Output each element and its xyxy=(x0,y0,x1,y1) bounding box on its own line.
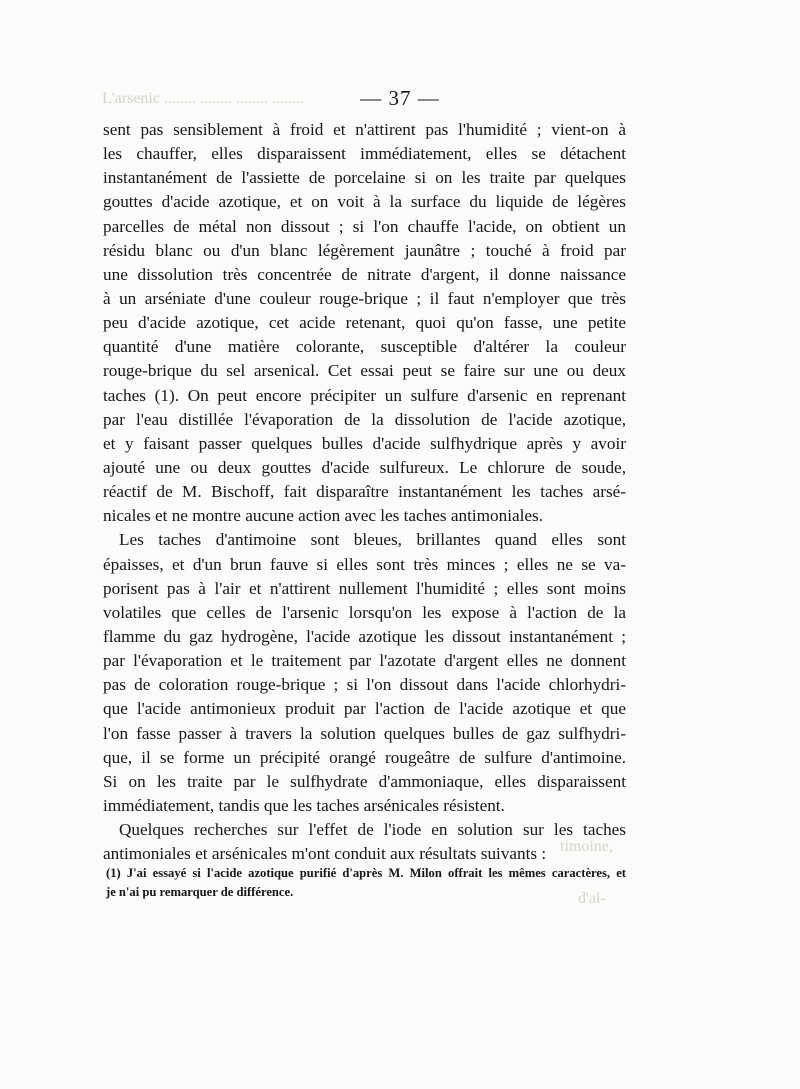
text-line: pas de coloration rouge-brique ; si l'on dissout dans l'acide chlorhydri- xyxy=(103,675,626,695)
bleed-through-mark: L'arsenic ........ ........ ........ ........ xyxy=(102,90,304,107)
text-line: antimoniales et arsénicales m'ont conduit aux résultats suivants : xyxy=(103,844,547,864)
text-line: à un arséniate d'une couleur rouge-brique ; il faut n'employer que très xyxy=(103,288,626,308)
text-line: taches (1). On peut encore précipiter un sulfure d'arsenic en reprenant xyxy=(103,385,626,405)
text-line: rouge-brique du sel arsenical. Cet essai peut se faire sur une ou deux xyxy=(103,361,626,381)
text-line: par l'évaporation et le traitement par l'azotate d'argent elles ne donnent xyxy=(103,651,626,671)
text-line: que, il se forme un précipité orangé rougeâtre de sulfure d'antimoine. xyxy=(103,747,626,767)
bleed-through-mark: d'ai- xyxy=(578,890,606,907)
text-line: et y faisant passer quelques bulles d'acide sulfhydrique après y avoir xyxy=(103,433,626,453)
text-line: résidu blanc ou d'un blanc légèrement jaunâtre ; touché à froid par xyxy=(103,240,626,260)
text-line: réactif de M. Bischoff, fait disparaître instantanément les taches arsé- xyxy=(103,482,626,502)
footnote-line: (1) J'ai essayé si l'acide azotique purifié d'après M. Milon offrait les mêmes caractères, et xyxy=(106,866,626,880)
text-line: par l'eau distillée l'évaporation de la dissolution de l'acide azotique, xyxy=(103,409,626,429)
footnote-line: je n'ai pu remarquer de différence. xyxy=(106,885,294,899)
footnote xyxy=(106,864,626,902)
text-line: les chauffer, elles disparaissent immédiatement, elles se détachent xyxy=(103,144,626,164)
text-line: flamme du gaz hydrogène, l'acide azotique les dissout instantanément ; xyxy=(103,626,626,646)
text-line: une dissolution très concentrée de nitrate d'argent, il donne naissance xyxy=(103,264,626,284)
body-text xyxy=(103,118,626,866)
text-line: porisent pas à l'air et n'attirent nullement l'humidité ; elles sont moins xyxy=(103,578,626,598)
text-line: gouttes d'acide azotique, et on voit à la surface du liquide de légères xyxy=(103,192,626,212)
text-line: l'on fasse passer à travers la solution quelques bulles de gaz sulfhydri- xyxy=(103,723,626,743)
paragraph-start-line: Quelques recherches sur l'effet de l'iode en solution sur les taches xyxy=(119,820,626,840)
text-line: Si on les traite par le sulfhydrate d'ammoniaque, elles disparaissent xyxy=(103,771,626,791)
text-line: instantanément de l'assiette de porcelaine si on les traite par quelques xyxy=(103,168,626,188)
text-line: nicales et ne montre aucune action avec les taches antimoniales. xyxy=(103,506,544,526)
bleed-through-mark: timoine, xyxy=(560,838,613,855)
text-line: sent pas sensiblement à froid et n'attirent pas l'humidité ; vient-on à xyxy=(103,120,626,139)
paragraph-start-line: Les taches d'antimoine sont bleues, brillantes quand elles sont xyxy=(119,530,626,550)
page-number: — 37 — xyxy=(360,86,440,110)
text-line: peu d'acide azotique, cet acide retenant, quoi qu'on fasse, une petite xyxy=(103,313,626,333)
text-line: immédiatement, tandis que les taches arsénicales résistent. xyxy=(103,795,505,815)
text-line: que l'acide antimonieux produit par l'action de l'acide azotique et que xyxy=(103,699,626,719)
text-line: épaisses, et d'un brun fauve si elles sont très minces ; elles ne se va- xyxy=(103,554,626,574)
text-line: ajouté une ou deux gouttes d'acide sulfureux. Le chlorure de soude, xyxy=(103,457,626,477)
text-line: parcelles de métal non dissout ; si l'on chauffe l'acide, on obtient un xyxy=(103,216,626,236)
text-line: quantité d'une matière colorante, susceptible d'altérer la couleur xyxy=(103,337,626,357)
text-line: volatiles que celles de l'arsenic lorsqu'on les expose à l'action de la xyxy=(103,602,626,622)
